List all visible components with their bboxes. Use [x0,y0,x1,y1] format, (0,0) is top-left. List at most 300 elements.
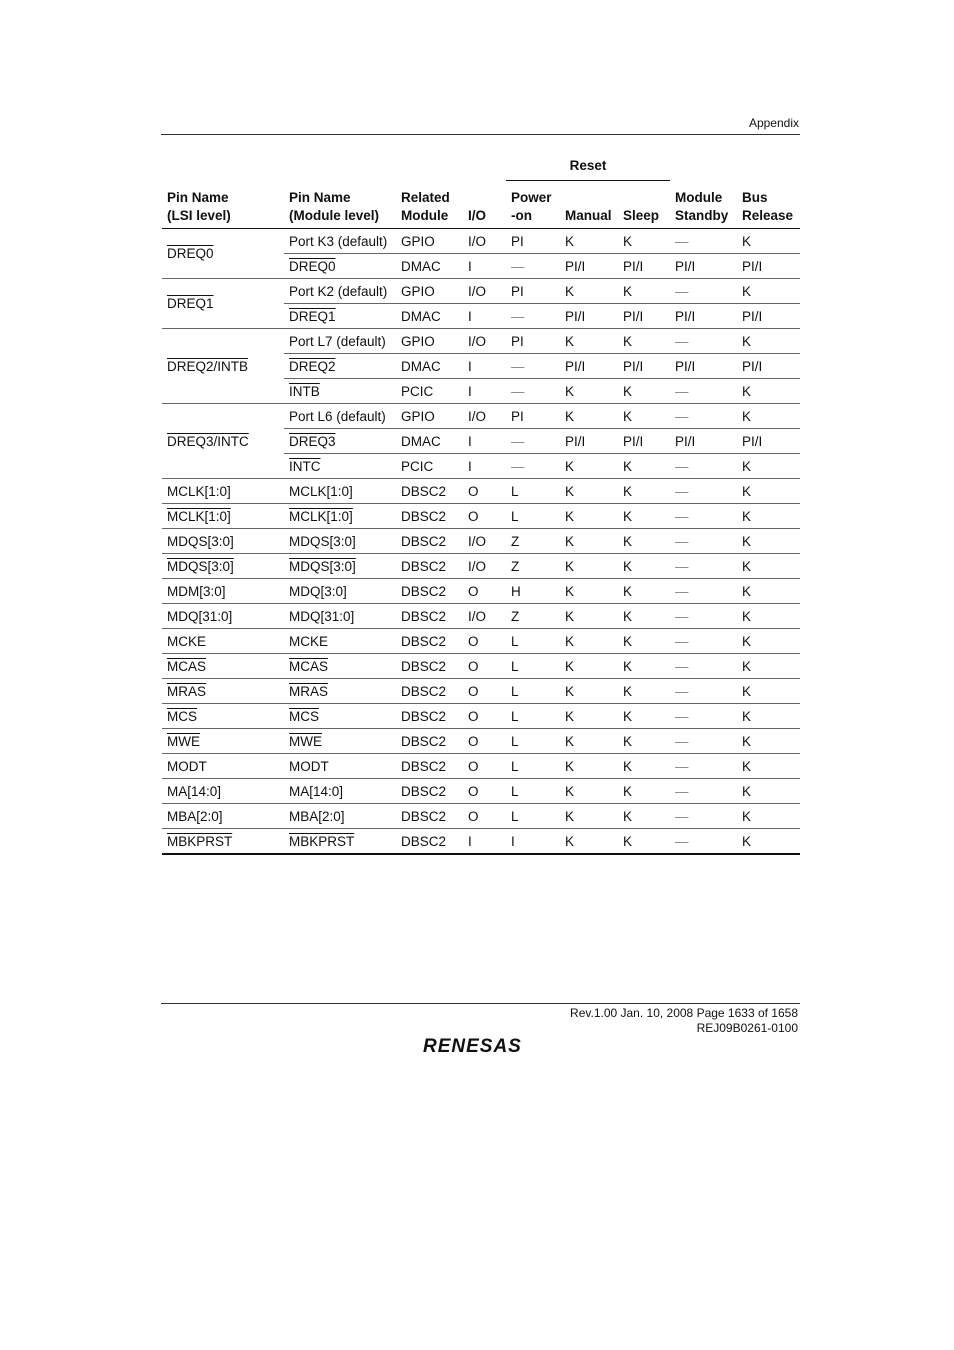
pin-name-lsi-text: MDQS[3:0] [167,558,234,574]
reset-manual [560,254,618,279]
reset-manual-text: K [565,833,575,849]
sleep-state [618,479,670,504]
bus-release-state [737,354,800,379]
sleep-state-text: K [623,533,633,549]
related-module-text: PCIC [401,458,434,474]
column-header [463,181,506,229]
bus-release-state-text: K [742,233,752,249]
reset-manual-text: K [565,483,575,499]
reset-power-on-text: L [511,508,519,524]
related-module [396,229,463,254]
pin-name-lsi [162,629,284,654]
reset-power-on [506,704,560,729]
reset-power-on [506,404,560,429]
reset-manual [560,829,618,855]
io-direction-text: O [468,658,479,674]
io-direction [463,554,506,579]
pin-name-module [284,404,396,429]
module-standby-state [670,304,737,329]
related-module [396,554,463,579]
pin-name-module [284,829,396,855]
related-module [396,654,463,679]
related-module [396,729,463,754]
bus-release-state-text: K [742,833,752,849]
module-standby-state-text: — [675,583,689,599]
module-standby-state [670,254,737,279]
bus-release-state [737,679,800,704]
bus-release-state [737,454,800,479]
reset-manual-text: K [565,533,575,549]
related-module-text: DBSC2 [401,583,447,599]
column-header [162,181,284,229]
io-direction-text: I/O [468,608,487,624]
reset-power-on-text: L [511,483,519,499]
pin-name-module [284,354,396,379]
bus-release-state-text: K [742,383,752,399]
reset-manual [560,304,618,329]
related-module [396,404,463,429]
sleep-state-text: K [623,283,633,299]
table-row [162,479,800,504]
reset-manual-text: K [565,808,575,824]
renesas-logo [423,1032,543,1063]
running-header: Appendix [748,116,799,130]
sleep-state [618,279,670,304]
sleep-state-text: K [623,683,633,699]
reset-power-on-text: — [511,258,525,274]
sleep-state [618,229,670,254]
pin-name-module [284,729,396,754]
sleep-state [618,679,670,704]
related-module-text: DMAC [401,358,441,374]
sleep-state-text: K [623,758,633,774]
column-header-line2: Module [401,208,449,223]
column-header-line2: (Module level) [289,208,380,223]
related-module-text: DBSC2 [401,708,447,724]
reset-manual-text: K [565,633,575,649]
sleep-state-text: K [623,558,633,574]
reset-power-on-text: — [511,308,525,324]
reset-manual [560,354,618,379]
column-header-line1: Pin Name [167,190,229,205]
reset-manual [560,779,618,804]
pin-name-module-text: DREQ2 [289,358,336,374]
pin-name-module-text: INTC [289,458,321,474]
pin-name-module-text: MCLK[1:0] [289,508,353,524]
pin-name-module-text: Port L6 (default) [289,408,386,424]
reset-power-on [506,654,560,679]
reset-manual-text: PI/I [565,358,586,374]
pin-name-lsi [162,329,284,404]
column-header [560,181,618,229]
table-row [162,554,800,579]
module-standby-state-text: — [675,233,689,249]
pin-name-module [284,479,396,504]
column-header [618,181,670,229]
table-row [162,279,800,304]
sleep-state-text: K [623,733,633,749]
pin-name-module-text: MCKE [289,633,329,649]
io-direction [463,729,506,754]
sleep-state [618,804,670,829]
reset-power-on [506,229,560,254]
reset-power-on-text: L [511,808,519,824]
bus-release-state-text: K [742,808,752,824]
related-module-text: DBSC2 [401,783,447,799]
module-standby-state [670,654,737,679]
bus-release-state-text: K [742,333,752,349]
module-standby-state-text: — [675,333,689,349]
reset-power-on [506,729,560,754]
related-module-text: DMAC [401,308,441,324]
sleep-state [618,379,670,404]
module-standby-state [670,754,737,779]
sleep-state [618,729,670,754]
reset-power-on-text: Z [511,558,520,574]
pin-name-lsi [162,704,284,729]
bus-release-state [737,479,800,504]
bus-release-state-text: K [742,683,752,699]
related-module [396,679,463,704]
reset-power-on-text: H [511,583,521,599]
bus-release-state-text: K [742,783,752,799]
io-direction-text: I/O [468,333,487,349]
pin-name-lsi [162,554,284,579]
related-module-text: GPIO [401,408,435,424]
bus-release-state [737,254,800,279]
pin-name-module [284,654,396,679]
related-module [396,529,463,554]
sleep-state-text: K [623,383,633,399]
column-header [670,181,737,229]
bus-release-state [737,329,800,354]
reset-power-on-text: PI [511,233,524,249]
sleep-state [618,304,670,329]
module-standby-state-text: — [675,833,689,849]
module-standby-state [670,554,737,579]
pin-name-lsi [162,604,284,629]
pin-name-module [284,604,396,629]
reset-power-on-text: L [511,758,519,774]
sleep-state-text: K [623,583,633,599]
reset-manual-text: K [565,783,575,799]
bus-release-state-text: PI/I [742,433,763,449]
pin-name-lsi-text: MRAS [167,683,207,699]
reset-manual [560,754,618,779]
sleep-state [618,354,670,379]
column-header-line2: Standby [675,208,729,223]
bus-release-state-text: K [742,408,752,424]
pin-name-lsi-text: MDQ[31:0] [167,608,233,624]
column-header-line1: Pin Name [289,190,351,205]
pin-name-module [284,254,396,279]
bus-release-state-text: K [742,608,752,624]
io-direction-text: O [468,733,479,749]
sleep-state [618,579,670,604]
related-module-text: GPIO [401,333,435,349]
footer-revision: Rev.1.00 Jan. 10, 2008 Page 1633 of 1658 [570,1006,798,1020]
table-row [162,654,800,679]
io-direction [463,279,506,304]
pin-name-module-text: MDQS[3:0] [289,558,356,574]
related-module [396,454,463,479]
pin-name-lsi [162,654,284,679]
module-standby-state [670,329,737,354]
reset-manual-text: K [565,733,575,749]
module-standby-state-text: — [675,283,689,299]
io-direction [463,229,506,254]
sleep-state [618,554,670,579]
table-row [162,604,800,629]
pin-name-lsi [162,829,284,855]
io-direction-text: I/O [468,533,487,549]
reset-power-on [506,479,560,504]
related-module [396,704,463,729]
bus-release-state-text: PI/I [742,258,763,274]
related-module [396,254,463,279]
module-standby-state [670,504,737,529]
reset-manual-text: K [565,683,575,699]
module-standby-state [670,579,737,604]
sleep-state-text: K [623,458,633,474]
bus-release-state [737,779,800,804]
related-module [396,479,463,504]
related-module-text: DBSC2 [401,608,447,624]
reset-manual [560,679,618,704]
module-standby-state-text: — [675,408,689,424]
pin-name-lsi [162,579,284,604]
pin-name-module-text: Port K2 (default) [289,283,388,299]
io-direction-text: O [468,808,479,824]
reset-manual [560,804,618,829]
pin-name-module-text: MA[14:0] [289,783,344,799]
reset-manual [560,329,618,354]
pin-state-table [162,152,800,855]
pin-name-lsi [162,504,284,529]
renesas-logo-text: RENESAS [423,1036,522,1057]
io-direction-text: O [468,683,479,699]
reset-manual [560,604,618,629]
pin-name-lsi [162,279,284,329]
sleep-state [618,654,670,679]
reset-manual-text: K [565,583,575,599]
table-row [162,229,800,254]
bus-release-state-text: K [742,558,752,574]
column-header [506,181,560,229]
io-direction-text: I/O [468,408,487,424]
bus-release-state [737,404,800,429]
reset-power-on-text: L [511,708,519,724]
pin-name-lsi-text: MODT [167,758,207,774]
sleep-state [618,429,670,454]
table-row [162,779,800,804]
bus-release-state [737,579,800,604]
reset-manual-text: K [565,508,575,524]
related-module [396,279,463,304]
table-row [162,804,800,829]
related-module-text: DBSC2 [401,633,447,649]
related-module [396,504,463,529]
io-direction-text: O [468,708,479,724]
io-direction-text: I [468,458,472,474]
table-row [162,679,800,704]
pin-name-module [284,779,396,804]
io-direction [463,804,506,829]
column-header [284,181,396,229]
module-standby-state [670,729,737,754]
reset-power-on [506,579,560,604]
pin-name-lsi [162,229,284,279]
module-standby-state [670,829,737,855]
reset-manual [560,704,618,729]
sleep-state [618,704,670,729]
table-row [162,329,800,354]
io-direction-text: I/O [468,558,487,574]
column-header [396,181,463,229]
column-header-line2: Release [742,208,794,223]
io-direction-text: I/O [468,283,487,299]
pin-name-module-text: MDQ[3:0] [289,583,347,599]
table-row [162,704,800,729]
io-direction-text: I [468,358,472,374]
bus-release-state [737,504,800,529]
sleep-state [618,454,670,479]
io-direction [463,454,506,479]
related-module-text: GPIO [401,233,435,249]
io-direction-text: O [468,633,479,649]
bus-release-state [737,829,800,855]
module-standby-state [670,454,737,479]
module-standby-state [670,379,737,404]
reset-manual [560,279,618,304]
pin-name-lsi [162,479,284,504]
bus-release-state [737,429,800,454]
reset-manual [560,729,618,754]
table-row [162,629,800,654]
pin-name-module [284,554,396,579]
sleep-state-text: PI/I [623,358,644,374]
module-standby-state [670,704,737,729]
sleep-state-text: K [623,633,633,649]
column-header-line2: Sleep [623,208,660,223]
module-standby-state-text: PI/I [675,308,696,324]
module-standby-state-text: — [675,383,689,399]
reset-power-on-text: — [511,358,525,374]
pin-name-lsi-text: MDQS[3:0] [167,533,234,549]
module-standby-state-text: — [675,783,689,799]
sleep-state-text: PI/I [623,308,644,324]
sleep-state-text: PI/I [623,433,644,449]
module-standby-state [670,354,737,379]
io-direction-text: I [468,383,472,399]
io-direction [463,329,506,354]
bus-release-state [737,754,800,779]
related-module [396,754,463,779]
bus-release-state [737,304,800,329]
bus-release-state-text: K [742,708,752,724]
reset-power-on [506,629,560,654]
table-row [162,579,800,604]
io-direction-text: O [468,583,479,599]
io-direction [463,579,506,604]
sleep-state-text: K [623,658,633,674]
reset-power-on [506,379,560,404]
reset-power-on-text: PI [511,333,524,349]
pin-name-module [284,329,396,354]
pin-name-lsi-text: $\overline{MWE}$ [167,733,200,749]
bus-release-state [737,379,800,404]
io-direction [463,404,506,429]
column-header-line1: Module [675,190,723,205]
module-standby-state-text: — [675,808,689,824]
column-header-line2: -on [511,208,532,223]
io-direction-text: O [468,508,479,524]
module-standby-state [670,229,737,254]
pin-name-module-text: Port L7 (default) [289,333,386,349]
module-standby-state-text: PI/I [675,433,696,449]
io-direction-text: I [468,433,472,449]
related-module-text: DBSC2 [401,658,447,674]
reset-manual-text: K [565,408,575,424]
bus-release-state-text: K [742,533,752,549]
related-module-text: PCIC [401,383,434,399]
related-module [396,779,463,804]
footer-rule [161,1003,800,1004]
related-module [396,354,463,379]
sleep-state [618,529,670,554]
pin-name-module-text: MCAS [289,658,329,674]
table-body [162,229,800,855]
bus-release-state [737,279,800,304]
module-standby-state-text: — [675,733,689,749]
table-row [162,729,800,754]
pin-name-lsi-text: DREQ3/INTC [167,433,249,449]
reset-power-on [506,554,560,579]
bus-release-state-text: K [742,283,752,299]
sleep-state-text: K [623,783,633,799]
module-standby-state-text: PI/I [675,258,696,274]
pin-name-module-text: Port K3 (default) [289,233,388,249]
sleep-state [618,504,670,529]
pin-name-lsi-text: DREQ2/INTB [167,358,249,374]
reset-power-on-text: — [511,433,525,449]
bus-release-state [737,654,800,679]
reset-power-on [506,354,560,379]
pin-name-lsi [162,404,284,479]
pin-name-module-text: MDQS[3:0] [289,533,356,549]
sleep-state-text: PI/I [623,258,644,274]
module-standby-state-text: — [675,483,689,499]
pin-name-module-text: INTB [289,383,320,399]
io-direction-text: I [468,258,472,274]
column-header-row [162,181,800,229]
related-module-text: GPIO [401,283,435,299]
related-module [396,804,463,829]
table-row [162,529,800,554]
pin-name-lsi-text: MCKE [167,633,207,649]
column-header [737,181,800,229]
related-module [396,329,463,354]
sleep-state-text: K [623,408,633,424]
sleep-state-text: K [623,233,633,249]
pin-name-module [284,229,396,254]
bus-release-state-text: K [742,508,752,524]
related-module-text: DBSC2 [401,758,447,774]
pin-name-module [284,704,396,729]
bus-release-state [737,729,800,754]
pin-name-lsi-text: MCLK[1:0] [167,483,231,499]
reset-manual-text: K [565,333,575,349]
